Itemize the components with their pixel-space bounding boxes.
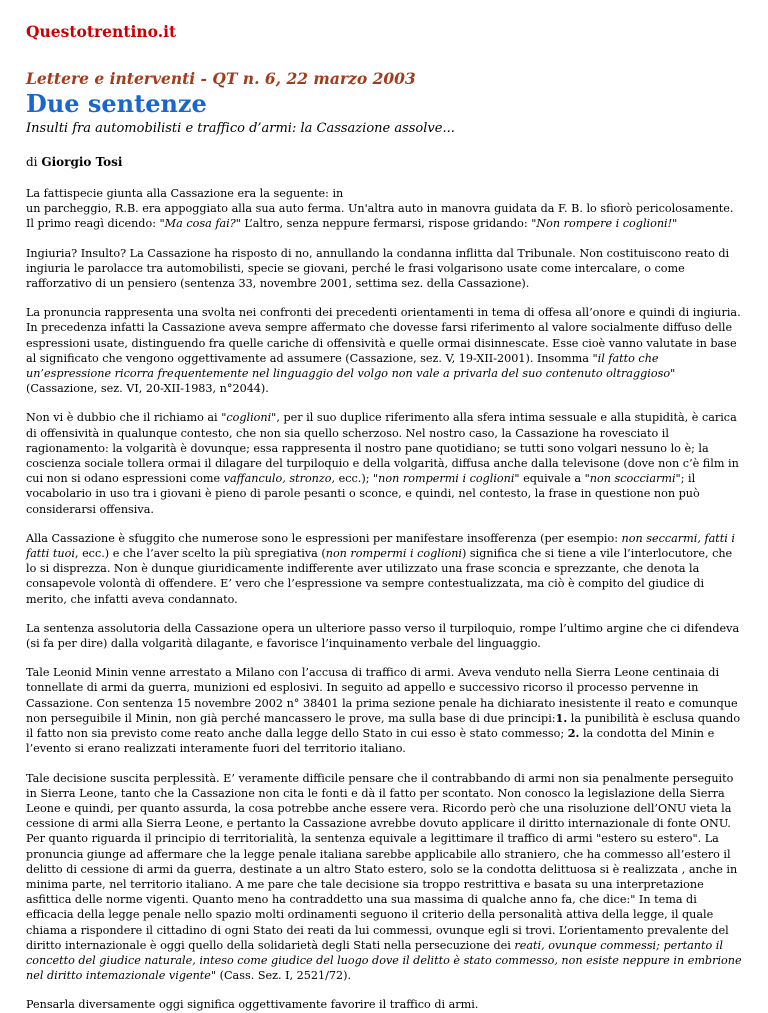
paragraph-text: la condotta del Minin e l’evento si erano realizzati interamente fuori del territorio italiano. <box>26 727 715 756</box>
article-paragraph <box>26 246 742 292</box>
emphasis-text: vaffanculo, stronzo <box>223 472 332 486</box>
emphasis-text: "Non rompere i coglioni!" <box>531 217 678 231</box>
article-paragraph <box>26 665 742 756</box>
emphasis-text: "non rompermi i coglioni" <box>373 472 520 486</box>
paragraph-text: (Cassazione, sez. VI, 20-XII-1983, n°2044). <box>26 382 269 396</box>
paragraph-text: la punibilità è esclusa quando il fatto non sia previsto come reato anche dalla legge dello Stato in cui esso è stato commesso; <box>26 711 741 741</box>
article-paragraph <box>26 531 742 607</box>
paragraph-text: La pronuncia rappresenta una svolta nei confronti dei precedenti orientamenti in tema di offesa all’onore e quindi di ingiuria. In precedenza infatti la Cassazione aveva sempre affermato che dovesse farsi riferimento al valore socialmente diffuso delle espressioni usate, distinguendo fra quelle cariche di offensività e quelle ormai disinnescate. Esse cioè vanno valutate in base al significato che vengono oggettivamente ad assumere (Cassazione, sez. V, 19-XII-2001). Insomma <box>26 306 741 365</box>
section-heading: Lettere e interventi - QT n. 6, 22 marzo 2003 <box>26 69 416 88</box>
article-paragraph <box>26 771 742 984</box>
article-paragraph <box>26 997 742 1012</box>
paragraph-text: Tale decisione suscita perplessità. E’ veramente difficile pensare che il contrabbando di armi non sia penalmente perseguito in Sierra Leone, tanto che la Cassazione non cita le fonti e dà il fatto per scontato. Non conosco la legislazione della Sierra Leone e quindi, per quanto assurda, la cosa potrebbe anche essere vera. Ricordo però che una risoluzione dell’ONU vieta la cessione di armi alla Sierra Leone, e pertanto la Cassazione avrebbe dovuto applicare il diritto internazionale di fonte ONU. Per quanto riguarda il principio di territorialità, la sentenza equivale a legittimare il traffico di armi "estero su estero". La pronuncia giunge ad affermare che la legge penale italiana sarebbe applicabile allo straniero, che ha commesso all’estero il delitto di cessione di armi da guerra, destinate a un altro Stato estero, solo se la condotta delittuosa si è realizzata , anche in minima parte, nel territorio italiano. A me pare che tale decisione sia troppo restrittiva e basata su una interpretazione asfittica delle norme vigenti. Quanto meno ha contraddetto una sua massima di qualche anno fa, che dice:" In tema di efficacia della legge penale nello spazio molti ordinamenti seguono il criterio della personalità attiva della legge, il quale chiama a rispondere il cittadino di ogni Stato dei reati da lui commessi, ovunque egli si trovi. L’orientamento prevalente del diritto internazionale è oggi quello della solidarietà degli Stati nella persecuzione dei <box>26 771 738 952</box>
author-name: Giorgio Tosi <box>41 155 123 169</box>
paragraph-text: , per il suo duplice riferimento alla sfera intima sessuale e alla stupidità, è carica di offensività in qualunque contesto, che non sia quello scherzoso. Nel nostro caso, la Cassazione ha rovesciato il ragionamento: la volgarità è dovunque; essa rappresenta il nostro pane quotidiano; se tutti sono volgari nessuno lo è; la coscienza sociale tollera ormai il dilagare del turpiloquio e della volgarità, diffusa anche dalla televisone (dove non c’è film in cui non si odano espressioni come <box>26 411 739 486</box>
site-logo-link[interactable]: Questotrentino.it <box>26 22 177 41</box>
emphasis-text: "non scocciarmi" <box>584 472 681 486</box>
paragraph-text: La fattispecie giunta alla Cassazione era la seguente: in <box>26 187 344 200</box>
emphasis-text: non rompermi i coglioni <box>325 547 462 561</box>
paragraph-text: equivale a <box>519 472 585 486</box>
article-title: Due sentenze <box>26 89 207 118</box>
emphasis-text: "Ma cosa fai?" <box>159 217 241 231</box>
byline-prefix: di <box>26 155 42 169</box>
paragraph-text: , ecc.); <box>331 472 374 486</box>
emphasis-text: "il fatto che un’espressione ricorra frequentemente nel linguaggio del volgo non vale a privarla del suo contenuto oltraggioso" <box>26 351 676 381</box>
article-body <box>26 186 742 1013</box>
paragraph-text: ) significa che si tiene a vile l’interlocutore, che lo si disprezza. Non è dunque giuridicamente indifferente aver utilizzato una frase sconcia e sprezzante, che denota la consapevole volontà di offendere. E’ vero che l’espressione va sempre contestualizzata, ma ciò è compito del giudice di merito, che infatti aveva condannato. <box>26 547 733 606</box>
emphasis-text: "coglioni" <box>221 411 277 425</box>
emphasis-text: non seccarmi, fatti i fatti tuoi <box>26 531 735 561</box>
paragraph-text: Non vi è dubbio che il richiamo ai <box>26 411 222 425</box>
article-paragraph <box>26 410 742 516</box>
bold-text: 1. <box>555 710 568 725</box>
paragraph-text: Pensarla diversamente oggi significa oggettivamente favorire il traffico di armi. <box>26 998 479 1012</box>
paragraph-text: La sentenza assolutoria della Cassazione opera un ulteriore passo verso il turpiloquio, rompe l’ultimo argine che ci difendeva (si fa per dire) dalla volgarità dilagante, e favorisce l’inquinamento verbale del linguaggio. <box>26 621 740 651</box>
emphasis-text: reati, ovunque commessi; pertanto il concetto del giudice naturale, inteso come giudice del luogo dove il delitto è stato commesso, non esiste neppure in embrione nel diritto intemazionale vigente" <box>26 938 742 983</box>
article-paragraph <box>26 621 742 651</box>
paragraph-text: ; il vocabolario in uso tra i giovani è pieno di parole pesanti o sconce, e quindi, nel contesto, la frase in questione non può considerarsi offensiva. <box>26 472 700 516</box>
byline <box>26 154 742 170</box>
paragraph-text: Alla Cassazione è sfuggito che numerose sono le espressioni per manifestare insofferenza (per esempio: <box>26 531 622 545</box>
article-paragraph <box>26 186 742 232</box>
bold-text: 2. <box>567 726 580 741</box>
article-subtitle: Insulti fra automobilisti e traffico d’armi: la Cassazione assolve... <box>26 121 455 136</box>
paragraph-text: , ecc.) e che l’aver scelto la più spregiativa ( <box>74 547 326 561</box>
paragraph-text: (Cass. Sez. I, 2521/72). <box>216 969 352 983</box>
article-paragraph <box>26 305 742 396</box>
paragraph-text: Ingiuria? Insulto? La Cassazione ha risposto di no, annullando la condanna inflitta dal Tribunale. Non costituiscono reato di ingiuria le parolacce tra automobilisti, specie se giovani, perché le frasi volgarisono usate come intercalare, o come rafforzativo di un pensiero (sentenza 33, novembre 2001, settima sez. della Cassazione). <box>26 246 730 291</box>
paragraph-text: un parcheggio, R.B. era appoggiato alla sua auto ferma. Un'altra auto in manovra guidata da F. B. lo sfiorò pericolosamente. Il primo reagì dicendo: <box>26 202 734 231</box>
paragraph-text: Tale Leonid Minin venne arrestato a Milano con l’accusa di traffico di armi. Aveva venduto nella Sierra Leone centinaia di tonnellate di armi da guerra, munizioni ed esplosivi. In seguito ad appello e successivo ricorso il processo pervenne in Cassazione. Con sentenza 15 novembre 2002 n° 38401 la prima sezione penale ha dichiarato inesistente il reato e comunque non perseguibile il Minin, non già perché mancassero le prove, ma sulla base di due principi: <box>26 666 738 725</box>
paragraph-text: L’altro, senza neppure fermarsi, rispose gridando: <box>240 217 532 231</box>
